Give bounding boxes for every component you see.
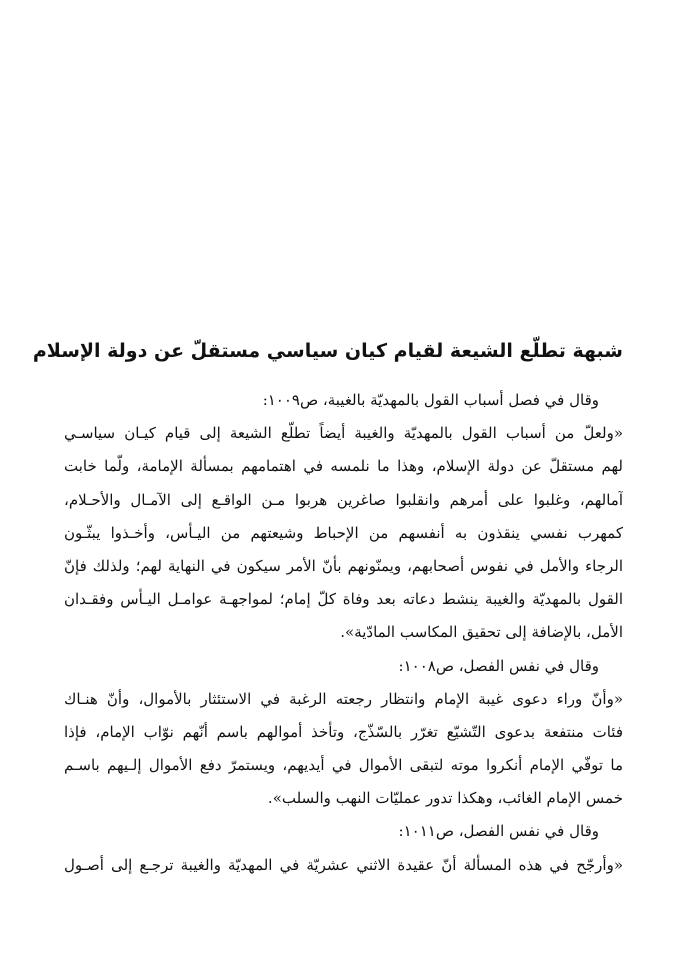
- citation-line: وقال في نفس الفصل، ص١٠١١:: [398, 822, 599, 841]
- quote-line: الأمل، بالإضافة إلى تحقيق المكاسب المادّية».: [340, 623, 623, 642]
- quote-line: لهم مستقلّ عن دولة الإسلام، وهذا ما نلمسه في اهتمامهم بمسألة الإمامة، ولّما خابت: [64, 457, 623, 476]
- quote-line: كمهرب نفسي ينقذون به أنفسهم من الإحباط وشيعتهم من اليـأس، وأخـذوا يبثّـون: [64, 523, 623, 542]
- quote-line: «وأنّ وراء دعوى غيبة الإمام وانتظار رجعته الرغبة في الاستئثار بالأموال، وأنّ هنـاك: [64, 689, 623, 708]
- citation-line: وقال في نفس الفصل، ص١٠٠٨:: [398, 656, 599, 675]
- citation-line: وقال في فصل أسباب القول بالمهديّة بالغيبة، ص١٠٠٩:: [262, 391, 599, 409]
- quote-line: فئات منتفعة بدعوى التّشيّع تغرّر بالسّذّج، وتأخذ أموالهم باسم أنّهم نوّاب الإمام، فإذا: [64, 722, 623, 741]
- quote-line: آمالهم، وغلبوا على أمرهم وانقلبوا صاغرين هربوا مـن الواقـع إلى الآمـال والأحـلام،: [64, 490, 623, 509]
- section-heading: شبهة تطلّع الشيعة لقيام كيان سياسي مستقلّ عن دولة الإسلام: [32, 340, 623, 362]
- quote-line: «وأرجّح في هذه المسألة أنّ عقيدة الاثني عشريّة في المهديّة والغيبة ترجـع إلى أصـول: [64, 855, 623, 874]
- quote-line: خمس الإمام الغائب، وهكذا تدور عمليّات النهب والسلب».: [267, 789, 623, 808]
- quote-line: ما توفّي الإمام أنكروا موته لتبقى الأموال في أيديهم، ويستمرّ دفع الأموال إلـيهم باسـم: [64, 756, 623, 775]
- quote-line: الرجاء والأمل في نفوس أصحابهم، ويمنّونهم بأنّ الأمر سيكون في النهاية لهم؛ ولذلك فإنّ: [64, 556, 623, 575]
- quote-line: القول بالمهديّة والغيبة ينشط دعاته بعد وفاة كلّ إمام؛ لمواجهـة عوامـل اليـأس وفقـدان: [64, 590, 623, 609]
- quote-line: «ولعلّ من أسباب القول بالمهديّة والغيبة أيضاً تطلّع الشيعة إلى قيام كيـان سياسـي: [64, 424, 623, 443]
- body-text: [64, 384, 623, 882]
